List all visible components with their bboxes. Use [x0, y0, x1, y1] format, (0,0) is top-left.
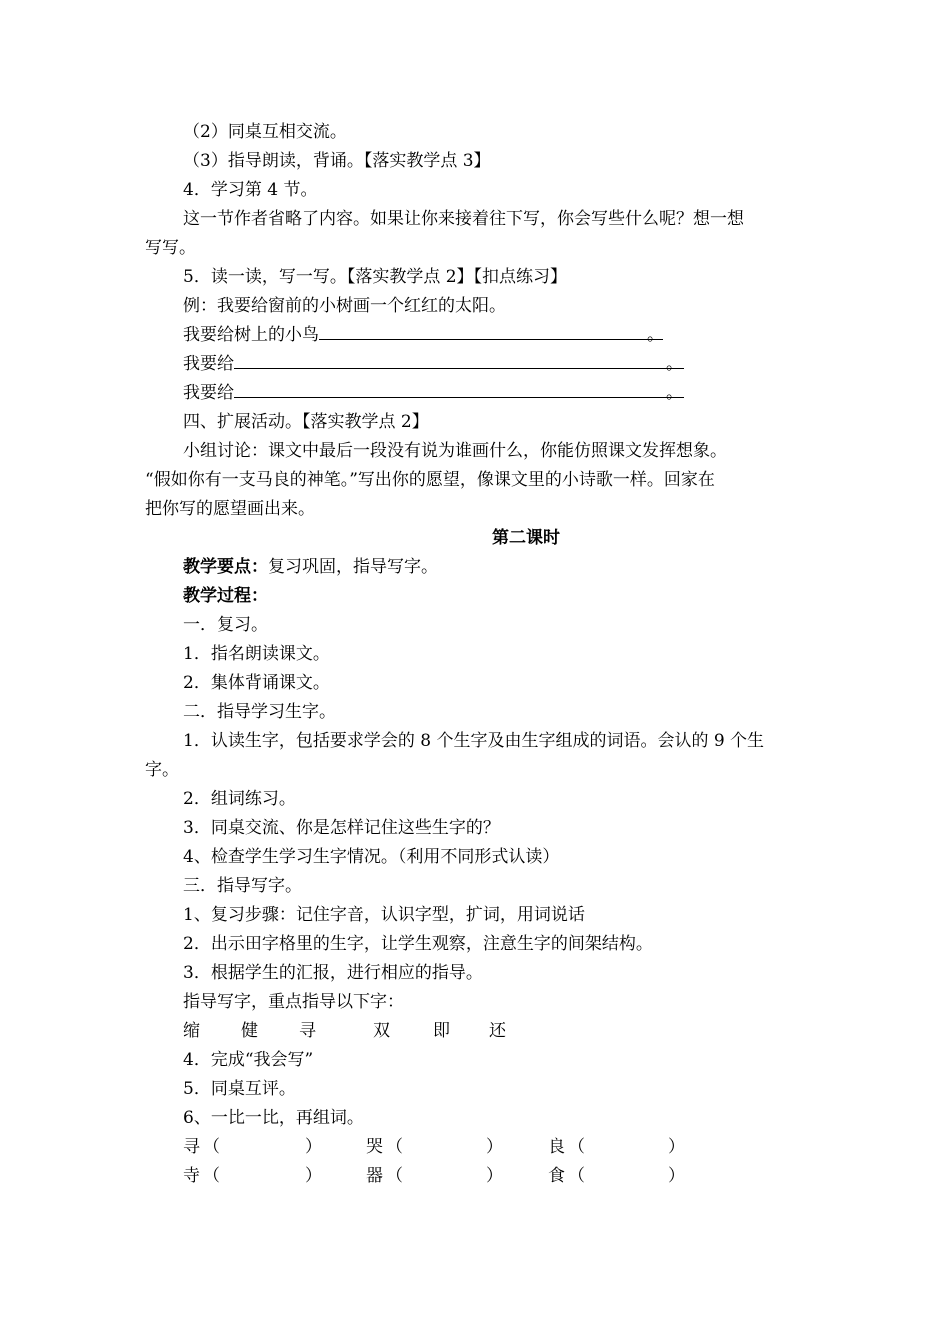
- compare-char: 器: [366, 1166, 383, 1186]
- fill-in-line: [183, 321, 663, 350]
- fill-in-blank[interactable]: [234, 350, 684, 374]
- text-line: 2．集体背诵课文。: [183, 673, 330, 693]
- text-line: 把你写的愿望画出来。: [145, 499, 315, 519]
- text-line: 二．指导学习生字。: [183, 702, 336, 722]
- practice-char: 双: [373, 1021, 390, 1041]
- key-text: 复习巩固，指导写字。: [268, 557, 438, 577]
- text-line: “假如你有一支马良的神笔。”写出你的愿望，像课文里的小诗歌一样。回家在: [145, 470, 715, 490]
- fill-in-prefix: 我要给树上的小鸟: [183, 325, 319, 345]
- practice-char: 即: [433, 1021, 450, 1041]
- practice-char: 寻: [299, 1021, 316, 1041]
- text-line: 四、扩展活动。【落实教学点 2】: [183, 412, 429, 432]
- compare-row: [0, 1133, 950, 1162]
- key-points: [183, 553, 438, 582]
- compare-char: 寺: [183, 1166, 200, 1186]
- text-line: 例：我要给窗前的小树画一个红红的太阳。: [183, 296, 506, 316]
- fill-in-line: [183, 379, 684, 408]
- paren-close: ）: [486, 1137, 503, 1157]
- paren-open: （: [203, 1137, 220, 1157]
- text-line: 2．出示田字格里的生字，让学生观察，注意生字的间架结构。: [183, 934, 653, 954]
- section-title: 第二课时: [492, 528, 560, 548]
- text-line: （3）指导朗读，背诵。【落实教学点 3】: [183, 151, 491, 171]
- fill-in-end: 。: [666, 354, 683, 374]
- text-line: 6、一比一比，再组词。: [183, 1108, 364, 1128]
- text-line: 5．同桌互评。: [183, 1079, 296, 1099]
- fill-in-prefix: 我要给: [183, 354, 234, 374]
- text-line: 三．指导写字。: [183, 876, 302, 896]
- text-line: 3．根据学生的汇报，进行相应的指导。: [183, 963, 483, 983]
- paren-open: （: [386, 1166, 403, 1186]
- paren-open: （: [568, 1166, 585, 1186]
- paren-close: ）: [305, 1137, 322, 1157]
- fill-in-blank[interactable]: [319, 321, 664, 345]
- text-line: 4．学习第 4 节。: [183, 180, 318, 200]
- text-line: 这一节作者省略了内容。如果让你来接着往下写，你会写些什么呢？想一想: [183, 209, 744, 229]
- practice-char: 健: [241, 1021, 258, 1041]
- paren-open: （: [568, 1137, 585, 1157]
- compare-char: 食: [548, 1166, 565, 1186]
- compare-char: 寻: [183, 1137, 200, 1157]
- fill-in-end: 。: [666, 383, 683, 403]
- compare-char: 哭: [366, 1137, 383, 1157]
- text-line: 3．同桌交流、你是怎样记住这些生字的？: [183, 818, 500, 838]
- text-line: 5．读一读，写一写。【落实教学点 2】【扣点练习】: [183, 267, 568, 287]
- fill-in-end: 。: [647, 325, 664, 345]
- text-line: 小组讨论：课文中最后一段没有说为谁画什么，你能仿照课文发挥想象。: [183, 441, 727, 461]
- paren-close: ）: [668, 1137, 685, 1157]
- paren-close: ）: [668, 1166, 685, 1186]
- practice-chars: [0, 1017, 950, 1046]
- fill-in-line: [183, 350, 684, 379]
- text-line: 4、检查学生学习生字情况。（利用不同形式认读）: [183, 847, 560, 867]
- paren-close: ）: [305, 1166, 322, 1186]
- practice-char: 还: [489, 1021, 506, 1041]
- text-line: 字。: [145, 760, 179, 780]
- text-line: （2）同桌互相交流。: [183, 122, 347, 142]
- paren-open: （: [203, 1166, 220, 1186]
- text-line: 1．认读生字，包括要求学会的 8 个生字及由生字组成的词语。会认的 9 个生: [183, 731, 765, 751]
- compare-row: [0, 1162, 950, 1191]
- fill-in-blank[interactable]: [234, 379, 684, 403]
- text-line: 2．组词练习。: [183, 789, 296, 809]
- key-label: 教学要点：: [183, 557, 268, 577]
- compare-char: 良: [548, 1137, 565, 1157]
- text-line: 1．指名朗读课文。: [183, 644, 330, 664]
- paren-close: ）: [486, 1166, 503, 1186]
- text-line: 一．复习。: [183, 615, 268, 635]
- practice-char: 缩: [183, 1021, 200, 1041]
- text-line: 指导写字，重点指导以下字：: [183, 992, 404, 1012]
- text-line: 1、复习步骤：记住字音，认识字型，扩词，用词说话: [183, 905, 585, 925]
- process-label: 教学过程：: [183, 586, 268, 606]
- fill-in-prefix: 我要给: [183, 383, 234, 403]
- paren-open: （: [386, 1137, 403, 1157]
- text-line: 4．完成“我会写”: [183, 1050, 314, 1070]
- text-line: 写写。: [145, 238, 196, 258]
